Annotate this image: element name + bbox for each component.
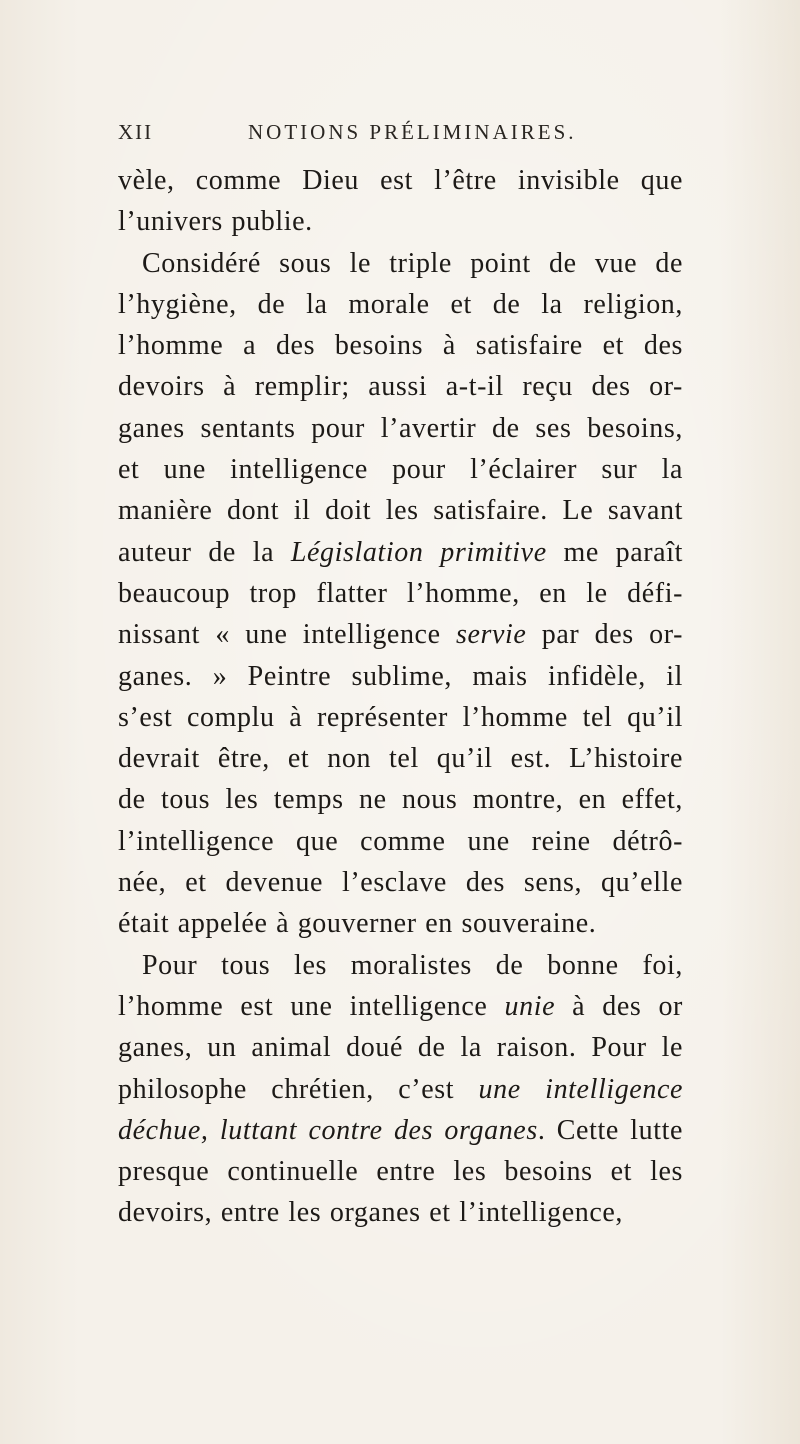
text-line <box>118 656 683 697</box>
text-line <box>118 614 683 655</box>
text-run: s’est complu à représenter l’homme tel qu’il <box>118 701 683 733</box>
text-line <box>118 366 683 407</box>
text-line <box>118 573 683 614</box>
text-line <box>118 325 683 366</box>
text-run: philosophe chrétien, c’est <box>118 1073 479 1105</box>
page-number: XII <box>118 120 154 144</box>
text-run: l’homme est une intelligence <box>118 990 505 1022</box>
text-line <box>118 284 683 325</box>
italic-text: déchue, luttant contre des organes <box>118 1114 538 1146</box>
body-text <box>118 160 683 1234</box>
text-run: . Cette lutte <box>537 1114 683 1146</box>
text-line <box>118 779 683 820</box>
text-run: à des or <box>555 990 683 1022</box>
text-run: manière dont il doit les satisfaire. Le savant <box>118 495 683 527</box>
text-line <box>118 408 683 449</box>
text-line <box>118 1069 683 1110</box>
text-line <box>118 1027 683 1068</box>
text-run: l’hygiène, de la morale et de la religion, <box>118 288 683 320</box>
text-line <box>118 490 683 531</box>
text-run: par des or- <box>526 619 683 651</box>
text-run: me paraît <box>546 536 683 568</box>
text-run: devoirs à remplir; aussi a-t-il reçu des or- <box>118 371 683 403</box>
italic-text: servie <box>455 619 527 651</box>
text-line <box>118 945 683 986</box>
text-line <box>118 1110 683 1151</box>
text-run: était appelée à gouverner en souveraine. <box>118 908 597 940</box>
text-line <box>118 160 683 201</box>
italic-text: unie <box>504 990 556 1022</box>
text-run: l’univers publie. <box>118 206 313 238</box>
text-run: de tous les temps ne nous montre, en effet, <box>118 784 683 816</box>
text-run: ganes sentants pour l’avertir de ses besoins, <box>118 412 683 444</box>
text-run: devrait être, et non tel qu’il est. L’histoire <box>118 743 683 775</box>
text-line <box>118 449 683 490</box>
text-run: Pour tous les moralistes de bonne foi, <box>142 949 683 981</box>
text-line <box>118 986 683 1027</box>
text-run: auteur de la <box>118 536 291 568</box>
text-line <box>118 697 683 738</box>
text-run: presque continuelle entre les besoins et les <box>118 1156 683 1188</box>
text-run: l’intelligence que comme une reine détrô- <box>118 825 683 857</box>
text-line <box>118 738 683 779</box>
text-run: l’homme a des besoins à satisfaire et des <box>118 330 683 362</box>
text-run: ganes, un animal doué de la raison. Pour le <box>118 1032 683 1064</box>
text-line <box>118 821 683 862</box>
text-run: et une intelligence pour l’éclairer sur la <box>118 454 683 486</box>
text-line <box>118 862 683 903</box>
text-line <box>118 903 683 944</box>
page-header <box>118 120 678 150</box>
text-run: beaucoup trop flatter l’homme, en le défi- <box>118 577 683 609</box>
text-line <box>118 201 683 242</box>
text-run: Considéré sous le triple point de vue de <box>142 247 683 279</box>
italic-text: Législation primitive <box>290 536 547 568</box>
text-line <box>118 1192 683 1233</box>
running-head: NOTIONS PRÉLIMINAIRES. <box>248 120 577 144</box>
text-run: vèle, comme Dieu est l’être invisible que <box>118 165 683 196</box>
text-line <box>118 532 683 573</box>
text-run: née, et devenue l’esclave des sens, qu’elle <box>118 867 683 899</box>
text-run: devoirs, entre les organes et l’intelligence, <box>118 1197 623 1229</box>
italic-text: une intelligence <box>478 1073 683 1105</box>
text-line <box>118 1151 683 1192</box>
text-line <box>118 243 683 284</box>
text-run: ganes. » Peintre sublime, mais infidèle, il <box>118 660 683 692</box>
text-run: nissant « une intelligence <box>118 619 456 651</box>
